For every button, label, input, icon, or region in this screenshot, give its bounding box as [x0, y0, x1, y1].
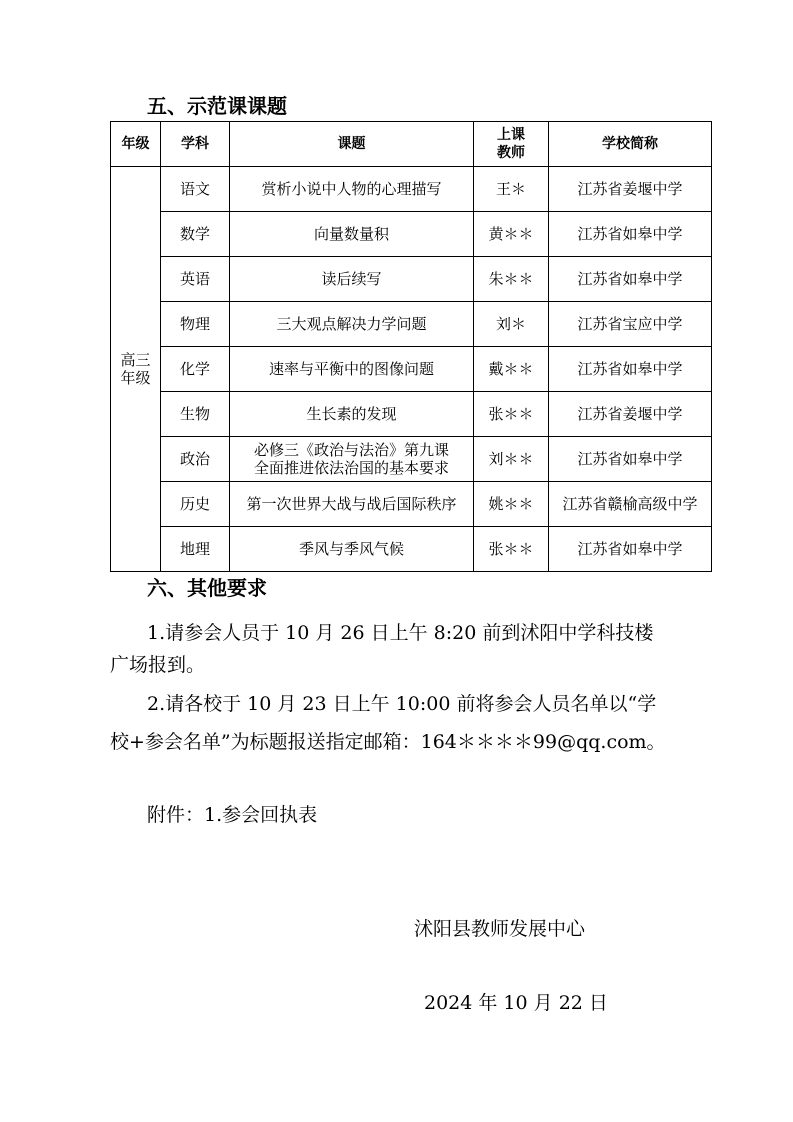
teacher-cell: 王＊: [474, 167, 549, 212]
table-row: [111, 437, 712, 482]
section-heading-other-requirements: 六、其他要求: [147, 576, 267, 600]
header-teacher-line2: 教师: [497, 145, 525, 161]
school-cell: 江苏省如皋中学: [549, 347, 712, 392]
table-row: [111, 482, 712, 527]
table-row: [111, 347, 712, 392]
teacher-cell: 张＊＊: [474, 392, 549, 437]
subject-cell: 历史: [161, 482, 230, 527]
school-cell: 江苏省如皋中学: [549, 527, 712, 572]
school-cell: 江苏省如皋中学: [549, 212, 712, 257]
header-topic: 课题: [230, 122, 474, 167]
header-subject: 学科: [161, 122, 230, 167]
topic-cell: 三大观点解决力学问题: [230, 302, 474, 347]
header-teacher-line1: 上课: [497, 127, 525, 143]
table-row: [111, 167, 712, 212]
subject-cell: 政治: [161, 437, 230, 482]
table-body: [111, 167, 712, 572]
requirement-2-line-1: 2.请各校于 10 月 23 日上午 10:00 前将参会人员名单以“学: [147, 693, 657, 715]
topic-cell: 必修三《政治与法治》第九课 全面推进依法治国的基本要求: [230, 437, 474, 482]
table-header-row: [111, 122, 712, 167]
header-grade: 年级: [111, 122, 161, 167]
topic-cell: 第一次世界大战与战后国际秩序: [230, 482, 474, 527]
topic-cell: 速率与平衡中的图像问题: [230, 347, 474, 392]
issue-date: 2024 年 10 月 22 日: [424, 992, 608, 1014]
school-cell: 江苏省姜堰中学: [549, 392, 712, 437]
topic-cell: 季风与季风气候: [230, 527, 474, 572]
school-cell: 江苏省宝应中学: [549, 302, 712, 347]
school-cell: 江苏省赣榆高级中学: [549, 482, 712, 527]
teacher-cell: 戴＊＊: [474, 347, 549, 392]
attachment-note: 附件：1.参会回执表: [147, 804, 318, 826]
teacher-cell: 朱＊＊: [474, 257, 549, 302]
subject-cell: 英语: [161, 257, 230, 302]
subject-cell: 语文: [161, 167, 230, 212]
topic-cell: 读后续写: [230, 257, 474, 302]
school-cell: 江苏省如皋中学: [549, 257, 712, 302]
table-row: [111, 392, 712, 437]
table-row: [111, 527, 712, 572]
topic-cell: 赏析小说中人物的心理描写: [230, 167, 474, 212]
teacher-cell: 刘＊＊: [474, 437, 549, 482]
demo-lesson-table: [110, 121, 712, 572]
requirement-1-line-2: 广场报到。: [110, 654, 206, 676]
topic-cell: 向量数量积: [230, 212, 474, 257]
teacher-cell: 刘＊: [474, 302, 549, 347]
subject-cell: 地理: [161, 527, 230, 572]
teacher-cell: 黄＊＊: [474, 212, 549, 257]
topic-cell: 生长素的发现: [230, 392, 474, 437]
teacher-cell: 姚＊＊: [474, 482, 549, 527]
header-school: 学校简称: [549, 122, 712, 167]
school-cell: 江苏省如皋中学: [549, 437, 712, 482]
section-heading-demo-lessons: 五、示范课课题: [147, 94, 287, 118]
table-row: [111, 212, 712, 257]
requirement-1-line-1: 1.请参会人员于 10 月 26 日上午 8:20 前到沭阳中学科技楼: [147, 622, 654, 644]
header-teacher: [474, 122, 549, 167]
subject-cell: 生物: [161, 392, 230, 437]
requirement-2-line-2: 校+参会名单”为标题报送指定邮箱：164＊＊＊＊99@qq.com。: [110, 731, 666, 753]
subject-cell: 化学: [161, 347, 230, 392]
issuing-organization: 沭阳县教师发展中心: [414, 918, 586, 940]
table-row: [111, 257, 712, 302]
teacher-cell: 张＊＊: [474, 527, 549, 572]
subject-cell: 物理: [161, 302, 230, 347]
table-row: [111, 302, 712, 347]
grade-cell: 高三年级: [111, 167, 161, 572]
subject-cell: 数学: [161, 212, 230, 257]
school-cell: 江苏省姜堰中学: [549, 167, 712, 212]
